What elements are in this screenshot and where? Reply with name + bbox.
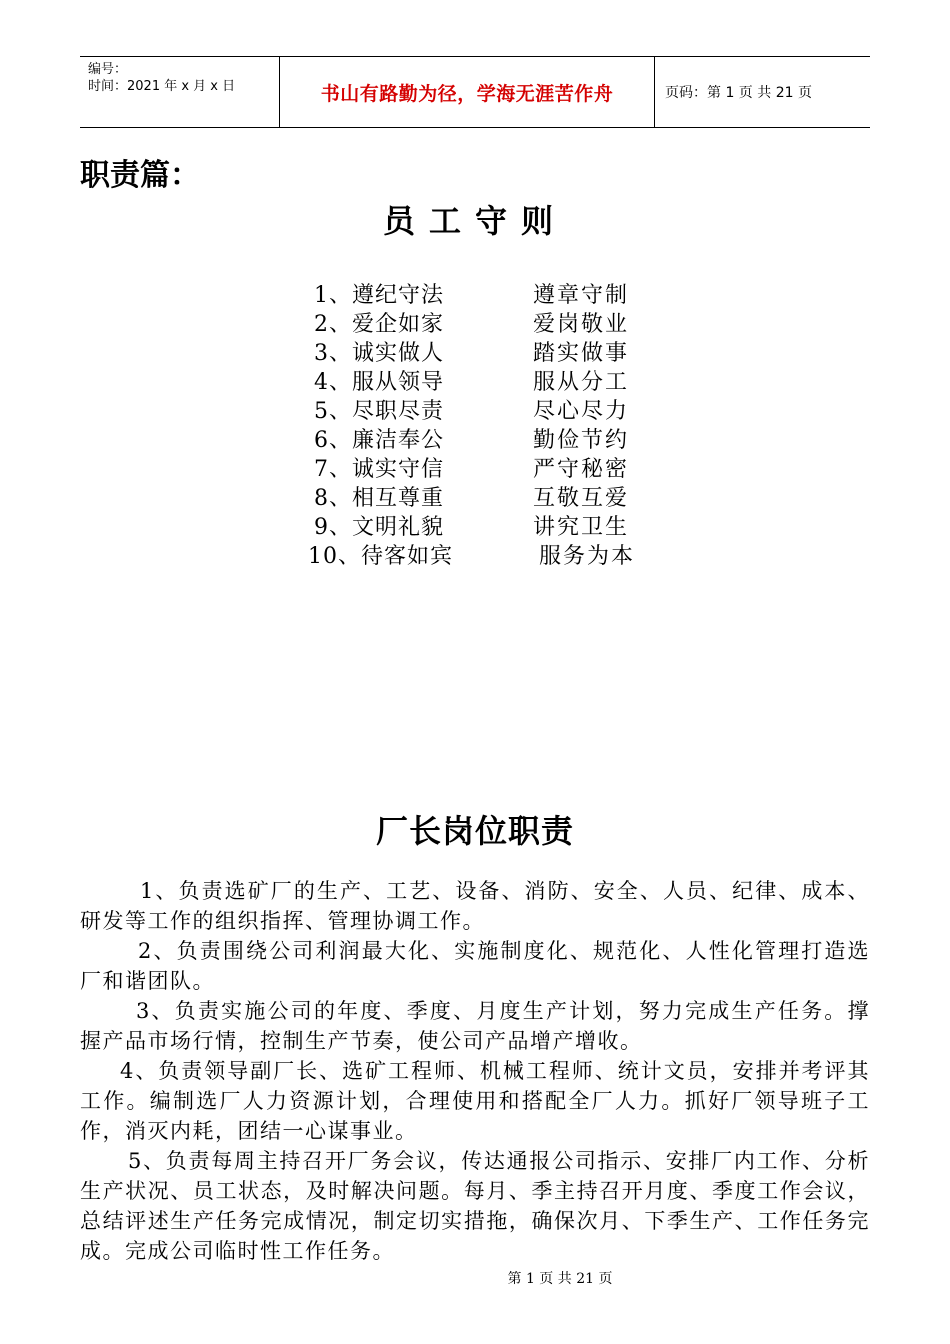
rule-number: 9、 bbox=[314, 515, 352, 540]
rule-text-a: 文明礼貌 bbox=[352, 515, 445, 540]
rule-item bbox=[300, 513, 720, 542]
duties-list bbox=[80, 876, 870, 1266]
rule-number: 8、 bbox=[314, 486, 352, 511]
rule-text-a: 遵纪守法 bbox=[352, 283, 445, 308]
header-page-label: 页码：第 1 页 共 21 页 bbox=[665, 85, 812, 101]
rule-item bbox=[300, 426, 720, 455]
rule-item bbox=[300, 310, 720, 339]
rule-number: 6、 bbox=[314, 428, 352, 453]
section-label: 职责篇： bbox=[80, 158, 200, 193]
duties-title: 厂长岗位职责 bbox=[375, 812, 574, 850]
rule-number: 7、 bbox=[314, 457, 352, 482]
rule-text-b: 尽心尽力 bbox=[533, 399, 630, 424]
rule-number: 10、 bbox=[308, 544, 361, 569]
rule-text-b: 讲究卫生 bbox=[533, 515, 630, 540]
rule-text-b: 勤俭节约 bbox=[533, 428, 630, 453]
rule-item bbox=[300, 455, 720, 484]
rule-text-b: 爱岗敬业 bbox=[533, 312, 630, 337]
rules-list bbox=[300, 281, 720, 571]
rule-text-a: 诚实守信 bbox=[352, 457, 445, 482]
duty-paragraph: 2、负责围绕公司利润最大化、实施制度化、规范化、人性化管理打造选厂和谐团队。 bbox=[80, 939, 870, 993]
rule-text-a: 爱企如家 bbox=[352, 312, 445, 337]
header-motto: 书山有路勤为径，学海无涯苦作舟 bbox=[280, 57, 655, 127]
rule-item bbox=[300, 368, 720, 397]
rule-number: 1、 bbox=[314, 283, 352, 308]
rule-text-a: 服从领导 bbox=[352, 370, 445, 395]
header-info-cell bbox=[80, 57, 280, 127]
rule-number: 4、 bbox=[314, 370, 352, 395]
rule-text-b: 严守秘密 bbox=[533, 457, 630, 482]
rule-number: 3、 bbox=[314, 341, 352, 366]
rule-number: 5、 bbox=[314, 399, 352, 424]
code-title: 员工守则 bbox=[382, 202, 567, 240]
rule-text-b: 互敬互爱 bbox=[533, 486, 630, 511]
time-label: 时间：2021 年 x 月 x 日 bbox=[88, 79, 236, 94]
rule-text-b: 服务为本 bbox=[539, 544, 636, 569]
rule-text-b: 踏实做事 bbox=[533, 341, 630, 366]
duty-paragraph: 1、负责选矿厂的生产、工艺、设备、消防、安全、人员、纪律、成本、研发等工作的组织指挥、管理协调工作。 bbox=[80, 879, 870, 933]
page-footer: 第 1 页 共 21 页 bbox=[507, 1271, 613, 1287]
duty-paragraph: 3、负责实施公司的年度、季度、月度生产计划，努力完成生产任务。撑握产品市场行情，控制生产节奏，使公司产品增产增收。 bbox=[80, 999, 870, 1053]
rule-number: 2、 bbox=[314, 312, 352, 337]
rule-item bbox=[300, 339, 720, 368]
rule-text-a: 待客如宾 bbox=[361, 544, 454, 569]
duty-paragraph: 4、负责领导副厂长、选矿工程师、机械工程师、统计文员，安排并考评其工作。编制选厂人力资源计划，合理使用和搭配全厂人力。抓好厂领导班子工作，消灭内耗，团结一心谋事业。 bbox=[80, 1059, 870, 1143]
rule-text-a: 廉洁奉公 bbox=[352, 428, 445, 453]
rule-text-b: 服从分工 bbox=[533, 370, 630, 395]
rule-text-b: 遵章守制 bbox=[533, 283, 630, 308]
rule-text-a: 相互尊重 bbox=[352, 486, 445, 511]
rule-text-a: 诚实做人 bbox=[352, 341, 445, 366]
rule-text-a: 尽职尽责 bbox=[352, 399, 445, 424]
page-header bbox=[80, 56, 870, 128]
serial-label: 编号： bbox=[88, 62, 128, 77]
rule-item bbox=[300, 281, 720, 310]
duty-paragraph: 5、负责每周主持召开厂务会议，传达通报公司指示、安排厂内工作、分析生产状况、员工状态，及时解决问题。每月、季主持召开月度、季度工作会议，总结评述生产任务完成情况，制定切实措拖，确保次月、下季生产、工作任务完成。完成公司临时性工作任务。 bbox=[80, 1149, 870, 1263]
rule-item bbox=[300, 484, 720, 513]
rule-item bbox=[300, 397, 720, 426]
rule-item bbox=[300, 542, 720, 571]
